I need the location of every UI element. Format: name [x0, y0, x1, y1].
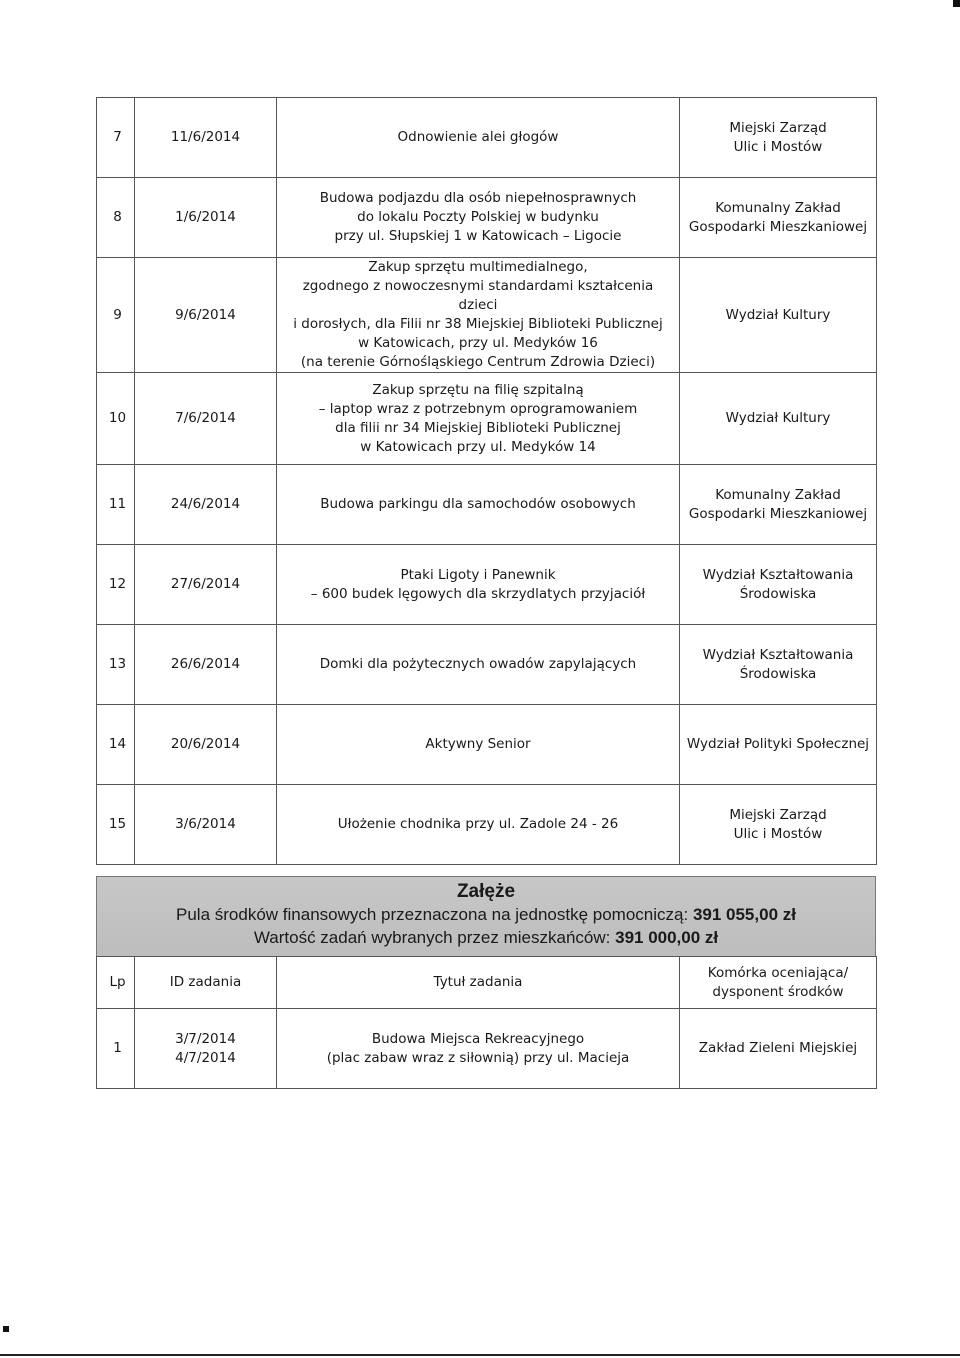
row-number: 14 — [97, 705, 135, 785]
task-title: Budowa podjazdu dla osób niepełnosprawnych do lokalu Poczty Polskiej w budynku przy ul. Słupskiej 1 w Katowicach – Ligocie — [277, 178, 680, 258]
table-row — [97, 258, 877, 373]
task-title: Zakup sprzętu multimedialnego, zgodnego z nowoczesnymi standardami kształcenia dzieci i dorosłych, dla Filii nr 38 Miejskiej Biblioteki Publicznej w Katowicach, przy ul. Medyków 16 (na terenie Górnośląskiego Centrum Zdrowia Dzieci) — [277, 258, 680, 373]
responsible-unit: Miejski Zarząd Ulic i Mostów — [680, 98, 877, 178]
task-title: Ptaki Ligoty i Panewnik – 600 budek lęgowych dla skrzydlatych przyjaciół — [277, 545, 680, 625]
table-row — [97, 1009, 877, 1089]
table-row — [97, 545, 877, 625]
row-number: 12 — [97, 545, 135, 625]
row-number: 9 — [97, 258, 135, 373]
section-title: Załęże — [456, 881, 516, 902]
task-id: 20/6/2014 — [135, 705, 277, 785]
header-lp: Lp — [97, 957, 135, 1009]
row-number: 13 — [97, 625, 135, 705]
table-row — [97, 465, 877, 545]
task-id: 24/6/2014 — [135, 465, 277, 545]
responsible-unit: Miejski Zarząd Ulic i Mostów — [680, 785, 877, 865]
task-title: Budowa parkingu dla samochodów osobowych — [277, 465, 680, 545]
row-number: 8 — [97, 178, 135, 258]
task-id: 27/6/2014 — [135, 545, 277, 625]
budget-pool-line — [97, 903, 875, 926]
budget-pool-label: Pula środków finansowych przeznaczona na jednostkę pomocniczą: — [176, 905, 689, 924]
chosen-value-label: Wartość zadań wybranych przez mieszkańców: — [253, 928, 611, 947]
responsible-unit: Komunalny Zakład Gospodarki Mieszkaniowej — [680, 178, 877, 258]
row-number: 11 — [97, 465, 135, 545]
section-table — [96, 956, 877, 1089]
task-id: 11/6/2014 — [135, 98, 277, 178]
responsible-unit: Wydział Polityki Społecznej — [680, 705, 877, 785]
projects-table — [96, 97, 877, 865]
scan-mark-top-right — [953, 0, 960, 7]
header-title: Tytuł zadania — [277, 957, 680, 1009]
task-id: 9/6/2014 — [135, 258, 277, 373]
chosen-value-line — [97, 926, 875, 949]
task-title: Aktywny Senior — [277, 705, 680, 785]
table-row — [97, 178, 877, 258]
responsible-unit: Wydział Kultury — [680, 258, 877, 373]
task-id: 3/7/2014 4/7/2014 — [135, 1009, 277, 1089]
task-id: 26/6/2014 — [135, 625, 277, 705]
responsible-unit: Wydział Kształtowania Środowiska — [680, 545, 877, 625]
header-unit: Komórka oceniająca/ dysponent środków — [680, 957, 877, 1009]
task-id: 1/6/2014 — [135, 178, 277, 258]
table-row — [97, 98, 877, 178]
task-title: Odnowienie alei głogów — [277, 98, 680, 178]
table-row — [97, 785, 877, 865]
table-row — [97, 625, 877, 705]
row-number: 1 — [97, 1009, 135, 1089]
responsible-unit: Wydział Kształtowania Środowiska — [680, 625, 877, 705]
budget-pool-value: 391 055,00 zł — [692, 905, 796, 924]
row-number: 15 — [97, 785, 135, 865]
row-number: 10 — [97, 373, 135, 465]
table-row — [97, 705, 877, 785]
task-title: Domki dla pożytecznych owadów zapylających — [277, 625, 680, 705]
task-title: Budowa Miejsca Rekreacyjnego (plac zabaw wraz z siłownią) przy ul. Macieja — [277, 1009, 680, 1089]
responsible-unit: Wydział Kultury — [680, 373, 877, 465]
section-banner — [96, 876, 876, 957]
header-id: ID zadania — [135, 957, 277, 1009]
chosen-value-amount: 391 000,00 zł — [615, 928, 719, 947]
scan-mark-left — [3, 1326, 9, 1332]
header-row — [97, 957, 877, 1009]
task-title: Zakup sprzętu na filię szpitalną – laptop wraz z potrzebnym oprogramowaniem dla filii nr 34 Miejskiej Biblioteki Publicznej w Katowicach przy ul. Medyków 14 — [277, 373, 680, 465]
table-row — [97, 373, 877, 465]
task-id: 3/6/2014 — [135, 785, 277, 865]
task-id: 7/6/2014 — [135, 373, 277, 465]
responsible-unit: Komunalny Zakład Gospodarki Mieszkaniowej — [680, 465, 877, 545]
scan-edge-bottom — [0, 1354, 960, 1356]
row-number: 7 — [97, 98, 135, 178]
responsible-unit: Zakład Zieleni Miejskiej — [680, 1009, 877, 1089]
task-title: Ułożenie chodnika przy ul. Zadole 24 - 26 — [277, 785, 680, 865]
